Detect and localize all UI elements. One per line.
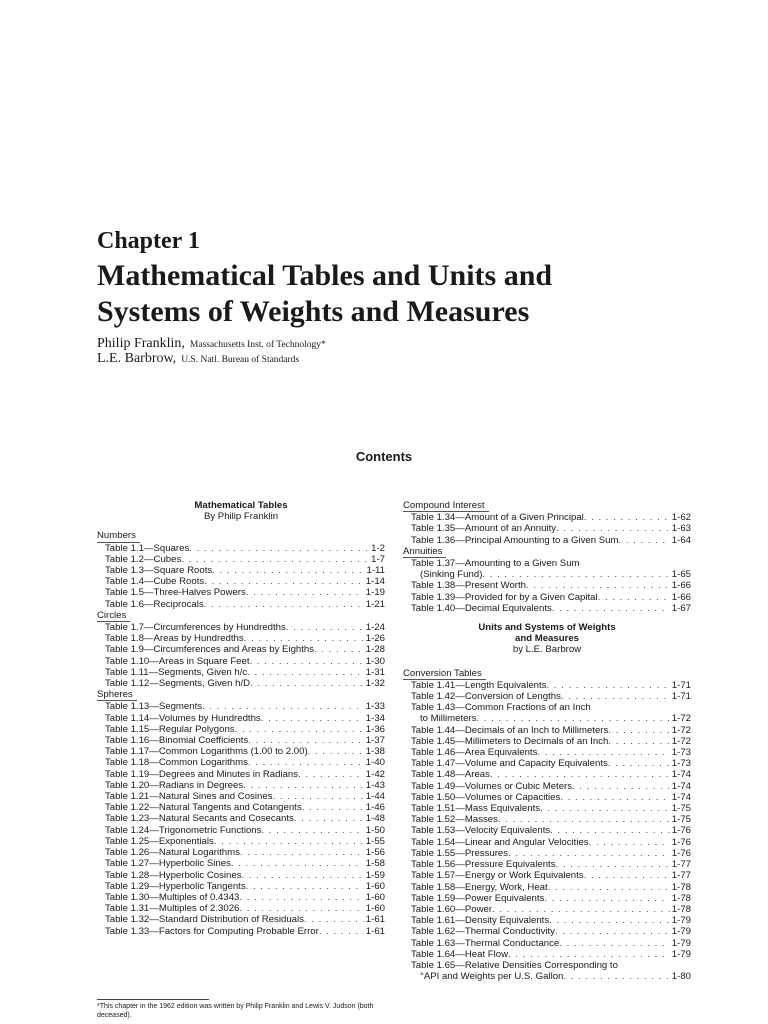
- toc-entry[interactable]: [97, 633, 385, 644]
- toc-leader-dots: [242, 870, 364, 881]
- toc-entry-title: Table 1.26—Natural Logarithms: [105, 847, 240, 859]
- toc-entry-title: Table 1.14—Volumes by Hundredths: [105, 712, 261, 724]
- toc-page-number: 1-55: [365, 835, 385, 847]
- toc-group-heading: Annuities: [403, 546, 446, 558]
- toc-entry-title: Table 1.49—Volumes or Cubic Meters: [411, 780, 573, 792]
- toc-page-number: 1-73: [671, 758, 691, 770]
- toc-page-number: 1-62: [671, 512, 691, 524]
- toc-entry[interactable]: [403, 781, 691, 792]
- toc-leader-dots: [244, 633, 364, 644]
- toc-page-number: 1-79: [671, 937, 691, 949]
- toc-entry-title: Table 1.28—Hyperbolic Cosines: [105, 869, 242, 881]
- toc-page-number: 1-56: [365, 847, 385, 859]
- toc-leader-dots: [247, 667, 364, 678]
- toc-entry[interactable]: [97, 701, 385, 712]
- toc-page-number: 1-38: [365, 746, 385, 758]
- toc-entry-title: Table 1.59—Power Equivalents: [411, 892, 545, 904]
- toc-entry[interactable]: [97, 926, 385, 937]
- toc-entry[interactable]: [403, 960, 691, 971]
- toc-entry[interactable]: [403, 848, 691, 859]
- toc-leader-dots: [235, 724, 364, 735]
- toc-entry[interactable]: [97, 644, 385, 655]
- toc-leader-dots: [214, 836, 364, 847]
- toc-entry[interactable]: [97, 870, 385, 881]
- author-affiliation: U.S. Natl. Bureau of Standards: [181, 355, 300, 365]
- toc-entry[interactable]: [97, 599, 385, 610]
- toc-page-number: 1-76: [671, 847, 691, 859]
- toc-page-number: 1-75: [671, 814, 691, 826]
- toc-entry[interactable]: [403, 803, 691, 814]
- toc-entry-title: Table 1.31—Multiples of 2.3026: [105, 903, 240, 915]
- toc-page-number: 1-78: [671, 881, 691, 893]
- toc-group-heading: Spheres: [97, 689, 137, 701]
- toc-page-number: 1-46: [365, 802, 385, 814]
- toc-leader-dots: [589, 837, 670, 848]
- toc-entry[interactable]: [403, 558, 691, 569]
- contents-left-column: [97, 500, 385, 937]
- toc-entry-title: Table 1.22—Natural Tangents and Cotangents: [105, 802, 302, 814]
- toc-page-number: 1-65: [671, 569, 691, 581]
- toc-page-number: 1-77: [671, 859, 691, 871]
- toc-page-number: 1-11: [366, 565, 385, 577]
- toc-group-heading: Circles: [97, 610, 130, 622]
- toc-entry-title: Table 1.11—Segments, Given h/c: [105, 666, 248, 678]
- toc-entry[interactable]: [97, 780, 385, 791]
- toc-entry[interactable]: [97, 892, 385, 903]
- toc-group-heading: Conversion Tables: [403, 668, 486, 680]
- toc-entry[interactable]: [97, 678, 385, 689]
- toc-leader-dots: [584, 512, 670, 523]
- chapter-label: Chapter 1: [97, 228, 200, 254]
- toc-entry-title: Table 1.5—Three-Halves Powers: [105, 587, 246, 599]
- toc-leader-dots: [508, 949, 670, 960]
- toc-entry[interactable]: [97, 622, 385, 633]
- toc-leader-dots: [552, 603, 670, 614]
- toc-leader-dots: [294, 813, 364, 824]
- toc-entry-title: Table 1.48—Areas: [411, 769, 490, 781]
- toc-leader-dots: [248, 757, 364, 768]
- toc-entry-title: Table 1.6—Reciprocals: [105, 598, 204, 610]
- toc-entry-title: Table 1.46—Area Equivalents: [411, 747, 538, 759]
- contents-heading: Contents: [355, 449, 413, 464]
- toc-entry-title: Table 1.9—Circumferences and Areas by Eighths: [105, 644, 315, 656]
- toc-leader-dots: [556, 859, 670, 870]
- toc-page-number: 1-64: [671, 534, 691, 546]
- toc-entry[interactable]: [97, 914, 385, 925]
- toc-entry[interactable]: [403, 938, 691, 949]
- toc-entry[interactable]: [403, 825, 691, 836]
- toc-entry-title: Table 1.30—Multiples of 0.4343: [105, 891, 240, 903]
- toc-entry-title: Table 1.58—Energy, Work, Heat: [411, 881, 548, 893]
- toc-leader-dots: [319, 926, 364, 937]
- toc-entry-title: Table 1.41—Length Equivalents: [411, 679, 547, 691]
- toc-leader-dots: [243, 780, 364, 791]
- toc-entry-title: Table 1.47—Volume and Capacity Equivalents: [411, 758, 608, 770]
- toc-entry-title: Table 1.32—Standard Distribution of Residuals: [105, 914, 304, 926]
- toc-entry[interactable]: [403, 837, 691, 848]
- toc-leader-dots: [250, 678, 364, 689]
- toc-page-number: 1-42: [365, 768, 385, 780]
- toc-entry-title: Table 1.39—Provided for by a Given Capital: [411, 591, 598, 603]
- toc-leader-dots: [508, 848, 670, 859]
- toc-leader-dots: [498, 814, 670, 825]
- toc-page-number: 1-79: [671, 948, 691, 960]
- chapter-title-line-1: Mathematical Tables and Units and: [97, 259, 553, 292]
- toc-leader-dots: [559, 938, 670, 949]
- toc-page-number: 1-67: [671, 602, 691, 614]
- toc-leader-dots: [549, 915, 670, 926]
- toc-leader-dots: [298, 769, 364, 780]
- toc-entry[interactable]: [403, 792, 691, 803]
- toc-entry-title: Table 1.2—Cubes: [105, 553, 182, 565]
- toc-page-number: 1-72: [671, 724, 691, 736]
- toc-entry[interactable]: [403, 680, 691, 691]
- chapter-title: [97, 258, 717, 330]
- toc-entry[interactable]: [403, 523, 691, 534]
- toc-leader-dots: [272, 791, 363, 802]
- toc-entry-title: Table 1.38—Present Worth: [411, 580, 527, 592]
- toc-entry[interactable]: [97, 587, 385, 598]
- toc-entry-title: Table 1.55—Pressures: [411, 847, 509, 859]
- toc-entry[interactable]: [97, 858, 385, 869]
- toc-entry-title: Table 1.61—Density Equivalents: [411, 915, 550, 927]
- toc-entry[interactable]: [403, 512, 691, 523]
- toc-page-number: 1-34: [365, 712, 385, 724]
- toc-entry[interactable]: [97, 903, 385, 914]
- toc-leader-dots: [239, 892, 363, 903]
- toc-entry-title: Table 1.20—Radians in Degrees: [105, 779, 244, 791]
- toc-entry-title: Table 1.23—Natural Secants and Cosecants: [105, 813, 294, 825]
- toc-entry[interactable]: [403, 747, 691, 758]
- toc-entry[interactable]: [403, 758, 691, 769]
- toc-entry[interactable]: [97, 881, 385, 892]
- toc-group-heading: Numbers: [97, 530, 140, 542]
- toc-entry[interactable]: [97, 735, 385, 746]
- toc-entry-title: Table 1.43—Common Fractions of an Inch: [411, 702, 591, 714]
- toc-entry-title: Table 1.3—Square Roots: [105, 565, 213, 577]
- toc-leader-dots: [204, 599, 364, 610]
- toc-entry[interactable]: [403, 691, 691, 702]
- toc-page-number: 1-33: [365, 701, 385, 713]
- toc-entry-title: Table 1.19—Degrees and Minutes in Radians: [105, 768, 299, 780]
- toc-leader-dots: [560, 792, 669, 803]
- toc-leader-dots: [490, 769, 670, 780]
- toc-entry[interactable]: [97, 554, 385, 565]
- toc-leader-dots: [246, 587, 364, 598]
- toc-page-number: 1-74: [671, 769, 691, 781]
- toc-page-number: 1-72: [671, 735, 691, 747]
- toc-leader-dots: [314, 644, 364, 655]
- toc-entry-title: Table 1.65—Relative Densities Corresponding to: [411, 959, 618, 971]
- toc-entry-title: Table 1.53—Velocity Equivalents: [411, 825, 551, 837]
- toc-entry-title: Table 1.63—Thermal Conductance: [411, 937, 560, 949]
- toc-leader-dots: [308, 746, 364, 757]
- toc-page-number: 1-78: [671, 892, 691, 904]
- toc-leader-dots: [598, 592, 670, 603]
- author-barbrow: [97, 351, 299, 367]
- toc-page-number: 1-79: [671, 915, 691, 927]
- toc-leader-dots: [550, 825, 670, 836]
- toc-leader-dots: [302, 802, 364, 813]
- toc-entry[interactable]: [403, 603, 691, 614]
- toc-leader-dots: [286, 622, 364, 633]
- toc-entry[interactable]: [97, 543, 385, 554]
- section-title-cont: and Measures: [515, 633, 579, 645]
- toc-entry-title: Table 1.12—Segments, Given h/D: [105, 678, 251, 690]
- toc-leader-dots: [212, 565, 364, 576]
- toc-entry-title: Table 1.60—Power: [411, 903, 493, 915]
- toc-leader-dots: [608, 736, 670, 747]
- toc-entry-title: Table 1.25—Exponentials: [105, 835, 214, 847]
- toc-leader-dots: [261, 825, 363, 836]
- toc-page-number: 1-50: [365, 824, 385, 836]
- toc-leader-dots: [202, 701, 364, 712]
- toc-entry-title: Table 1.8—Areas by Hundredths: [105, 633, 244, 645]
- toc-entry[interactable]: [403, 769, 691, 780]
- toc-entry[interactable]: [403, 949, 691, 960]
- toc-entry-title: Table 1.45—Millimeters to Decimals of an Inch: [411, 735, 609, 747]
- toc-leader-dots: [248, 735, 364, 746]
- toc-entry-title: Table 1.29—Hyperbolic Tangents: [105, 880, 246, 892]
- toc-entry-title: (Sinking Fund): [420, 569, 483, 581]
- toc-leader-dots: [204, 576, 364, 587]
- toc-leader-dots: [261, 713, 364, 724]
- toc-entry[interactable]: [403, 592, 691, 603]
- toc-leader-dots: [544, 893, 669, 904]
- toc-entry[interactable]: [403, 535, 691, 546]
- toc-entry-title: Table 1.10—Areas in Square Feet: [105, 655, 250, 667]
- toc-leader-dots: [618, 535, 669, 546]
- toc-entry[interactable]: [97, 802, 385, 813]
- toc-page-number: 1-36: [365, 723, 385, 735]
- toc-page-number: 1-78: [671, 903, 691, 915]
- toc-leader-dots: [526, 580, 670, 591]
- toc-entry-title: Table 1.15—Regular Polygons: [105, 723, 235, 735]
- toc-entry-title: °API and Weights per U.S. Gallon: [420, 971, 564, 983]
- toc-page-number: 1-79: [671, 926, 691, 938]
- toc-entry[interactable]: [97, 667, 385, 678]
- toc-leader-dots: [304, 914, 364, 925]
- toc-page-number: 1-48: [365, 813, 385, 825]
- toc-page-number: 1-60: [365, 880, 385, 892]
- toc-entry-title: Table 1.40—Decimal Equivalents: [411, 602, 552, 614]
- toc-entry-title: Table 1.36—Principal Amounting to a Given Sum: [411, 534, 619, 546]
- toc-entry[interactable]: [403, 915, 691, 926]
- toc-entry-title: Table 1.34—Amount of a Given Principal: [411, 512, 584, 524]
- toc-leader-dots: [555, 926, 670, 937]
- toc-page-number: 1-43: [365, 779, 385, 791]
- toc-entry-title: Table 1.17—Common Logarithms (1.00 to 2.00): [105, 746, 308, 758]
- toc-entry[interactable]: [97, 825, 385, 836]
- toc-page-number: 1-63: [671, 523, 691, 535]
- toc-page-number: 1-2: [371, 542, 385, 554]
- toc-page-number: 1-44: [365, 791, 385, 803]
- toc-group-heading: Compound Interest: [403, 500, 489, 512]
- toc-entry-title: Table 1.52—Masses: [411, 814, 498, 826]
- toc-entry[interactable]: [403, 859, 691, 870]
- toc-entry-title: Table 1.35—Amount of an Annuity: [411, 523, 557, 535]
- toc-entry[interactable]: [97, 769, 385, 780]
- toc-entry[interactable]: [97, 757, 385, 768]
- toc-entry[interactable]: [97, 791, 385, 802]
- toc-leader-dots: [231, 858, 364, 869]
- toc-leader-dots: [482, 569, 669, 580]
- toc-entry[interactable]: [97, 656, 385, 667]
- toc-page-number: 1-59: [365, 869, 385, 881]
- toc-page-number: 1-19: [365, 587, 385, 599]
- author-name: Philip Franklin,: [97, 336, 185, 351]
- section-title: Mathematical Tables: [194, 500, 288, 511]
- toc-entry[interactable]: [403, 870, 691, 881]
- toc-page-number: 1-60: [365, 891, 385, 903]
- toc-entry-title: Table 1.57—Energy or Work Equivalents: [411, 870, 584, 882]
- toc-entry-title: Table 1.1—Squares: [105, 542, 190, 554]
- toc-entry[interactable]: [97, 565, 385, 576]
- toc-leader-dots: [548, 882, 670, 893]
- toc-page-number: 1-58: [365, 858, 385, 870]
- toc-entry-title: Table 1.27—Hyperbolic Sines: [105, 858, 231, 870]
- toc-page-number: 1-74: [671, 780, 691, 792]
- toc-entry-title: Table 1.21—Natural Sines and Cosines: [105, 791, 273, 803]
- toc-entry[interactable]: [97, 724, 385, 735]
- toc-leader-dots: [239, 903, 363, 914]
- toc-page-number: 1-28: [365, 644, 385, 656]
- toc-leader-dots: [540, 803, 670, 814]
- toc-entry-title: to Millimeters: [420, 713, 477, 725]
- toc-entry-title: Table 1.54—Linear and Angular Velocities: [411, 836, 589, 848]
- toc-entry-title: Table 1.50—Volumes or Capacities: [411, 791, 561, 803]
- toc-entry[interactable]: [97, 813, 385, 824]
- author-affiliation: Massachusetts Inst. of Technology*: [189, 340, 326, 350]
- toc-page-number: 1-66: [671, 580, 691, 592]
- toc-entry-title: Table 1.37—Amounting to a Given Sum: [411, 558, 580, 570]
- section-author: by L.E. Barbrow: [512, 644, 582, 656]
- toc-leader-dots: [584, 870, 670, 881]
- toc-entry-title: Table 1.42—Conversion of Lengths: [411, 691, 561, 703]
- author-name: L.E. Barbrow,: [97, 351, 177, 366]
- toc-page-number: 1-80: [671, 971, 691, 983]
- toc-entry[interactable]: [97, 576, 385, 587]
- chapter-title-line-2: Systems of Weights and Measures: [97, 295, 530, 328]
- toc-leader-dots: [477, 713, 670, 724]
- left-toc-groups: [97, 530, 385, 936]
- footnote: *This chapter in the 1962 edition was written by Philip Franklin and Lewis V. Judson (both deceased).: [97, 1003, 374, 1019]
- toc-page-number: 1-30: [365, 655, 385, 667]
- author-franklin: [97, 336, 326, 352]
- toc-entry-title: Table 1.56—Pressure Equivalents: [411, 859, 556, 871]
- toc-entry[interactable]: [97, 746, 385, 757]
- toc-entry-title: Table 1.24—Trigonometric Functions: [105, 824, 262, 836]
- toc-entry[interactable]: [403, 926, 691, 937]
- section-title: Units and Systems of Weights: [478, 622, 616, 634]
- toc-page-number: 1-77: [671, 870, 691, 882]
- toc-page-number: 1-76: [671, 825, 691, 837]
- section-author: By Philip Franklin: [203, 511, 279, 523]
- toc-entry-title: Table 1.4—Cube Roots: [105, 576, 205, 588]
- toc-page-number: 1-60: [365, 903, 385, 915]
- toc-entry-title: Table 1.62—Thermal Conductivity: [411, 926, 555, 938]
- toc-entry-title: Table 1.33—Factors for Computing Probable Error: [105, 925, 319, 937]
- toc-leader-dots: [563, 971, 669, 982]
- toc-entry[interactable]: [403, 971, 691, 982]
- right-toc-groups-top: [403, 500, 691, 614]
- toc-page-number: 1-61: [365, 914, 385, 926]
- toc-entry[interactable]: [403, 702, 691, 713]
- toc-page-number: 1-75: [671, 803, 691, 815]
- toc-entry-title: Table 1.44—Decimals of an Inch to Millimeters: [411, 724, 609, 736]
- toc-leader-dots: [556, 523, 670, 534]
- toc-entry[interactable]: [403, 893, 691, 904]
- toc-entry[interactable]: [403, 736, 691, 747]
- toc-page-number: 1-71: [671, 691, 691, 703]
- toc-entry[interactable]: [403, 904, 691, 915]
- toc-page-number: 1-73: [671, 747, 691, 759]
- toc-entry[interactable]: [403, 725, 691, 736]
- toc-page-number: 1-74: [671, 791, 691, 803]
- toc-leader-dots: [561, 691, 670, 702]
- toc-leader-dots: [189, 543, 369, 554]
- toc-entry[interactable]: [403, 569, 691, 580]
- toc-entry-title: Table 1.64—Heat Flow: [411, 948, 509, 960]
- toc-entry[interactable]: [97, 713, 385, 724]
- toc-entry[interactable]: [403, 882, 691, 893]
- toc-page-number: 1-32: [365, 678, 385, 690]
- right-toc-groups-bottom: [403, 668, 691, 983]
- toc-entry[interactable]: [403, 580, 691, 591]
- toc-leader-dots: [240, 847, 364, 858]
- toc-leader-dots: [608, 725, 670, 736]
- toc-page-number: 1-7: [371, 553, 385, 565]
- toc-page-number: 1-72: [671, 713, 691, 725]
- toc-entry[interactable]: [97, 836, 385, 847]
- toc-page-number: 1-24: [365, 622, 385, 634]
- toc-page-number: 1-76: [671, 836, 691, 848]
- toc-page-number: 1-37: [365, 735, 385, 747]
- toc-leader-dots: [608, 758, 670, 769]
- toc-leader-dots: [546, 680, 669, 691]
- toc-page-number: 1-26: [365, 633, 385, 645]
- toc-leader-dots: [537, 747, 669, 758]
- toc-entry-title: Table 1.7—Circumferences by Hundredths: [105, 622, 286, 634]
- toc-entry-title: Table 1.13—Segments: [105, 701, 203, 713]
- toc-page-number: 1-71: [671, 679, 691, 691]
- toc-page-number: 1-61: [365, 925, 385, 937]
- toc-page-number: 1-31: [365, 666, 385, 678]
- toc-entry-title: Table 1.16—Binomial Coefficients: [105, 735, 249, 747]
- toc-leader-dots: [250, 656, 364, 667]
- toc-entry[interactable]: [97, 847, 385, 858]
- toc-leader-dots: [492, 904, 670, 915]
- toc-page-number: 1-66: [671, 591, 691, 603]
- toc-page-number: 1-21: [365, 598, 385, 610]
- toc-entry[interactable]: [403, 713, 691, 724]
- toc-page-number: 1-14: [365, 576, 385, 588]
- toc-entry-title: Table 1.51—Mass Equivalents: [411, 803, 541, 815]
- toc-leader-dots: [572, 781, 670, 792]
- contents-right-column: [403, 500, 691, 982]
- toc-leader-dots: [246, 881, 364, 892]
- toc-page-number: 1-40: [365, 757, 385, 769]
- footnote-rule: [97, 999, 209, 1000]
- toc-entry[interactable]: [403, 814, 691, 825]
- toc-leader-dots: [181, 554, 369, 565]
- toc-entry-title: Table 1.18—Common Logarithms: [105, 757, 248, 769]
